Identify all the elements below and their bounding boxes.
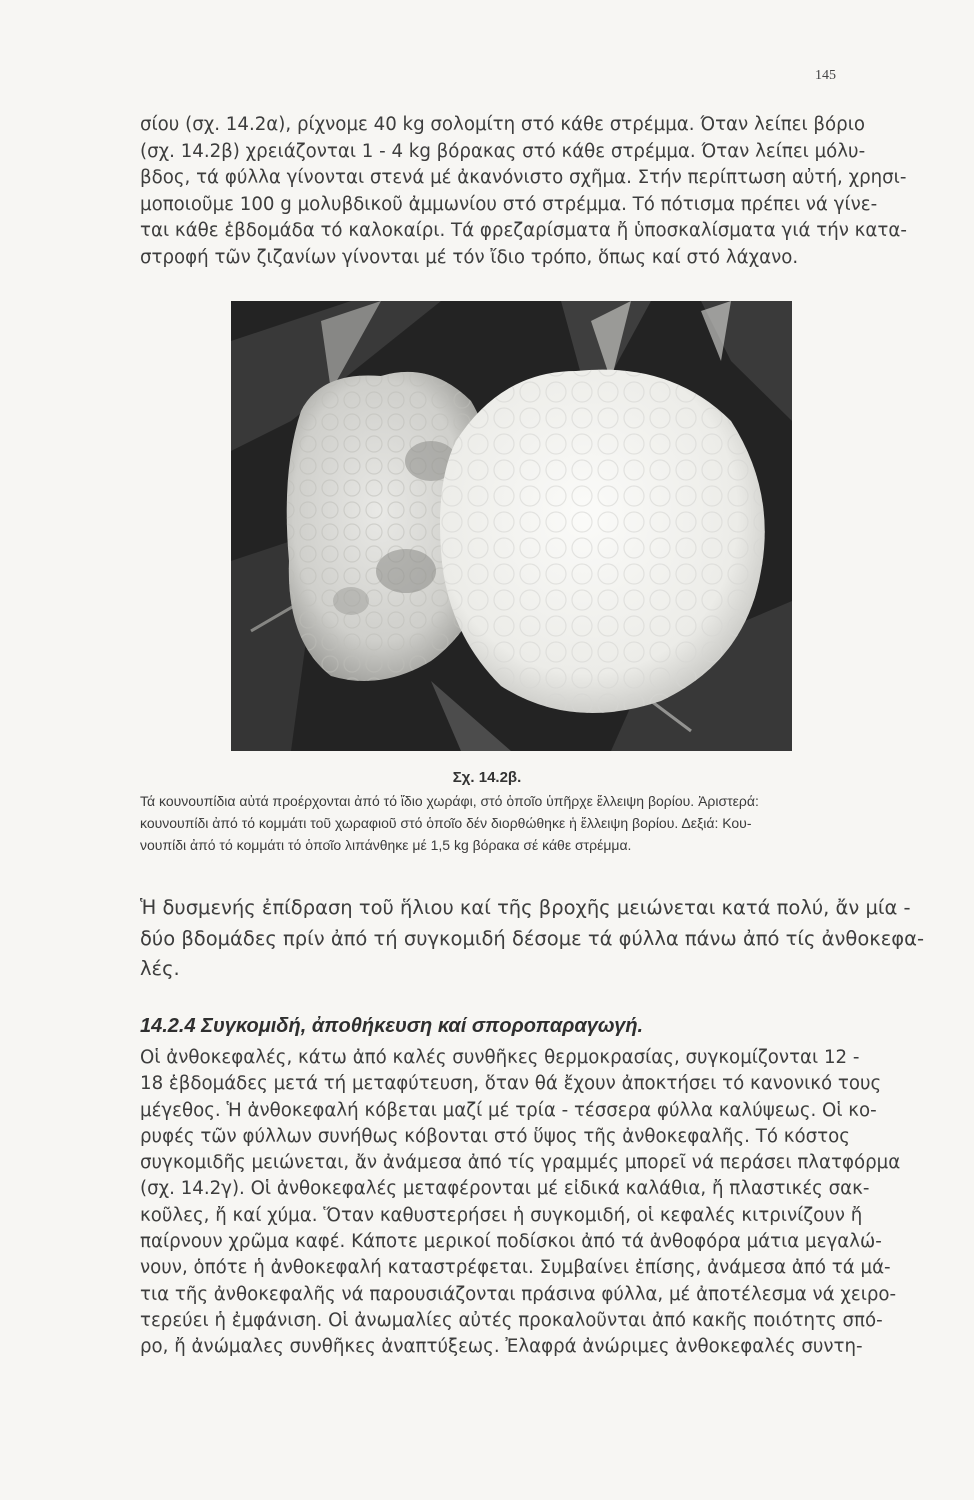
caption-line: νουπίδι ἀπό τό κομμάτι τό ὁποῖο λιπάνθηκε μέ 1,5 kg βόρακα σέ κάθε στρέμμα. xyxy=(140,837,632,853)
text-line: νουν, ὁπότε ἡ ἀνθοκεφαλή καταστρέφεται. Συμβαίνει ἐπίσης, ἀνάμεσα ἀπό τά μά- xyxy=(140,1257,891,1279)
paragraph-sun-rain xyxy=(140,893,925,985)
text-line: τια τῆς ἀνθοκεφαλῆς νά παρουσιάζονται πράσινα φύλλα, μέ ἀποτέλεσμα νά χειρο- xyxy=(140,1283,897,1305)
cauliflower-photo xyxy=(231,301,792,751)
text-line: ται κάθε ἑβδομάδα τό καλοκαίρι. Τά φρεζαρίσματα ἤ ὑποσκαλίσματα γιά τήν κατα- xyxy=(140,220,907,241)
text-line: συγκομιδῆς μειώνεται, ἄν ἀνάμεσα ἀπό τίς γραμμές μπορεῖ νά περάσει πλατφόρμα xyxy=(140,1152,901,1174)
caption-line: Τά κουνουπίδια αὐτά προέρχονται ἀπό τό ἴδιο χωράφι, στό ὁποῖο ὑπῆρχε ἔλλειψη βορίου. Ἀριστερά: xyxy=(140,793,759,809)
text-line: παίρνουν χρῶμα καφέ. Κάποτε μερικοί ποδίσκοι ἀπό τά ἀνθοφόρα μάτια μεγαλώ- xyxy=(140,1231,882,1253)
text-line: βδος, τά φύλλα γίνονται στενά μέ ἀκανόνιστο σχῆμα. Στήν περίπτωση αὐτή, χρησι- xyxy=(140,167,907,188)
text-line: τερεύει ἡ ἐμφάνιση. Οἱ ἀνωμαλίες αὐτές προκαλοῦνται ἀπό κακῆς ποιότητς σπό- xyxy=(140,1309,883,1331)
text-line: (σχ. 14.2β) χρειάζονται 1 - 4 kg βόρακας στό κάθε στρέμμα. Όταν λείπει μόλυ- xyxy=(140,140,866,162)
text-line: Οἱ ἀνθοκεφαλές, κάτω ἀπό καλές συνθῆκες θερμοκρασίας, συγκομίζονται 12 - xyxy=(140,1047,860,1068)
figure-caption xyxy=(140,790,850,856)
text-line: ρυφές τῶν φύλλων συνήθως κόβονται στό ὕψος τῆς ἀνθοκεφαλῆς. Τό κόστος xyxy=(140,1125,850,1147)
text-line: Ἡ δυσμενής ἐπίδραση τοῦ ἥλιου καί τῆς βροχῆς μειώνεται κατά πολύ, ἄν μία - xyxy=(140,896,911,919)
paragraph-harvest xyxy=(140,1045,901,1361)
section-heading: 14.2.4 Συγκομιδή, ἀποθήκευση καί σποροπαραγωγή. xyxy=(140,1015,644,1037)
text-line: 18 ἑβδομάδες μετά τή μεταφύτευση, ὅταν θά ἔχουν ἀποκτήσει τό κανονικό τους xyxy=(140,1073,882,1095)
text-line: μέγεθος. Ἡ ἀνθοκεφαλή κόβεται μαζί μέ τρία - τέσσερα φύλλα καλύψεως. Οἱ κο- xyxy=(140,1099,877,1121)
text-line: (σχ. 14.2γ). Οἱ ἀνθοκεφαλές μεταφέρονται μέ εἰδικά καλάθια, ἤ πλαστικές σακ- xyxy=(140,1178,870,1200)
page-number: 145 xyxy=(815,68,836,83)
text-line: δύο βδομάδες πρίν ἀπό τή συγκομιδή δέσομε τά φύλλα πάνω ἀπό τίς ἀνθοκεφα- xyxy=(140,926,925,950)
text-line: ρο, ἤ ἀνώμαλες συνθῆκες ἀναπτύξεως. Ἐλαφρά ἀνώριμες ἀνθοκεφαλές συντη- xyxy=(140,1336,863,1358)
text-line: σίου (σχ. 14.2α), ρίχνομε 40 kg σολομίτη στό κάθε στρέμμα. Όταν λείπει βόριο xyxy=(140,114,865,135)
text-line: στροφή τῶν ζιζανίων γίνονται μέ τόν ἴδιο τρόπο, ὅπως καί στό λάχανο. xyxy=(140,246,799,268)
text-line: κοῦλες, ἤ καί χύμα. Ὅταν καθυστερήσει ἡ συγκομιδή, οἱ κεφαλές κιτρινίζουν ἤ xyxy=(140,1204,863,1226)
text-line: λές. xyxy=(140,957,180,980)
caption-line: κουνουπίδι ἀπό τό κομμάτι τοῦ χωραφιοῦ στό ὁποῖο δέν διορθώθηκε ἡ ἔλλειψη βορίου. Δεξιά: Κου- xyxy=(140,815,752,831)
text-line: μοποιοῦμε 100 g μολυβδικοῦ ἀμμωνίου στό στρέμμα. Τό πότισμα πρέπει νά γίνε- xyxy=(140,193,878,215)
figure-label: Σχ. 14.2β. xyxy=(452,769,522,786)
paragraph-fertilization xyxy=(140,112,907,271)
